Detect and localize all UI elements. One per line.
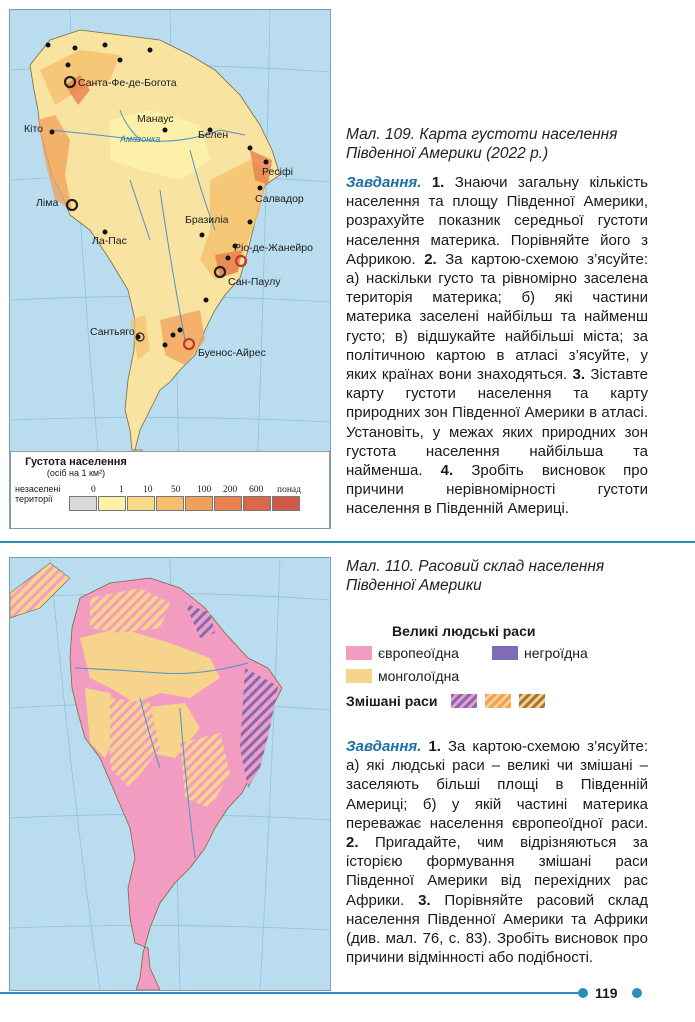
city-label: Бразиліа bbox=[185, 214, 229, 226]
city-label: Ліма bbox=[36, 197, 59, 209]
legend-mixed bbox=[346, 693, 553, 709]
task-number: 4. bbox=[440, 462, 454, 480]
density-swatch bbox=[127, 496, 155, 511]
tick-label: 0 bbox=[91, 485, 96, 495]
europeoid-swatch bbox=[346, 646, 372, 660]
tick-label: 200 bbox=[223, 485, 238, 495]
mongoloid-swatch bbox=[346, 669, 372, 683]
task-number: 2. bbox=[346, 834, 359, 852]
density-swatch bbox=[69, 496, 97, 511]
legend-europeoid bbox=[346, 645, 459, 661]
city-label: Санта-Фе-де-Богота bbox=[78, 77, 177, 89]
mixed-swatch-orange bbox=[485, 694, 511, 708]
racial-composition-map-svg bbox=[10, 558, 330, 990]
legend-mongoloid bbox=[346, 668, 459, 684]
tick-label: 100 bbox=[197, 485, 212, 495]
mixed-swatch-brown bbox=[519, 694, 545, 708]
density-legend-subtitle: (осіб на 1 км²) bbox=[46, 468, 106, 478]
city-label: Буенос-Айрес bbox=[198, 347, 266, 359]
city-label: Сан-Паулу bbox=[228, 276, 281, 288]
task-number: 1. bbox=[431, 174, 445, 191]
task-text: Зробіть висновок про причини нерівномірності густоти населення в Південній Америці. bbox=[346, 462, 648, 518]
page-number-ornament bbox=[575, 982, 665, 1002]
footer-rule bbox=[0, 992, 580, 994]
city-label: Ресіфі bbox=[262, 166, 293, 178]
city-label: Кіто bbox=[24, 123, 43, 135]
task-lead: Завдання. bbox=[346, 738, 422, 755]
task-lead: Завдання. bbox=[346, 174, 422, 191]
river-label: Амазонка bbox=[120, 134, 161, 144]
legend-label: європеоїдна bbox=[378, 645, 459, 661]
task-text: Знаючи загальну кількість населення та площу Південної Америки, розрахуйте показник середньої густоти населення материка. Порівняйте його з Африкою. bbox=[346, 174, 648, 268]
page-number: 119 bbox=[595, 985, 618, 1001]
task-text: Пригадайте, чим відрізняються за історією формування змішані раси Південної Америки від перехідних рас Африки. bbox=[346, 834, 649, 909]
race-legend-title: Великі людські раси bbox=[392, 623, 536, 639]
density-swatch bbox=[98, 496, 126, 511]
figure-109-caption: Мал. 109. Карта густоти населення Південної Америки (2022 р.) bbox=[346, 126, 618, 162]
unsettled-label: незаселені території bbox=[15, 484, 61, 504]
task-number: 2. bbox=[424, 250, 437, 268]
city-label: Белен bbox=[198, 129, 229, 141]
mixed-races-label: Змішані раси bbox=[346, 693, 438, 709]
density-swatch bbox=[185, 496, 213, 511]
task-text: За картою-схемою з’ясуйте: а) наскільки густо та рівномірно заселена територія материка; б) які частини материка заселені найбільш та найменш густо; в) відшукайте найбільші міста; за політичною картою в атласі з’ясуйте, у яких країнах вони знаходяться. bbox=[346, 250, 648, 384]
tick-label: 1 bbox=[119, 485, 124, 495]
density-legend-title: Густота населення bbox=[25, 456, 127, 468]
figure-109-task bbox=[346, 173, 648, 519]
density-swatch bbox=[156, 496, 184, 511]
city-label: Ла-Пас bbox=[92, 235, 127, 247]
tick-label: понад bbox=[277, 485, 301, 495]
figure-110-caption: Мал. 110. Расовий склад населення Південної Америки bbox=[346, 558, 605, 594]
tick-label: 600 bbox=[249, 485, 264, 495]
city-label: Салвадор bbox=[255, 193, 304, 205]
city-label: Ріо-де-Жанейро bbox=[234, 242, 313, 254]
city-label: Манаус bbox=[137, 113, 174, 125]
city-label: Сантьяго bbox=[90, 326, 135, 338]
mixed-swatch-violet bbox=[451, 694, 477, 708]
tick-label: 10 bbox=[143, 485, 153, 495]
task-number: 3. bbox=[572, 366, 586, 384]
legend-label: негроїдна bbox=[524, 645, 588, 661]
population-density-map bbox=[9, 9, 331, 529]
legend-label: монголоїдна bbox=[378, 668, 460, 684]
task-text: За картою-схемою з’ясуйте: а) які людські раси – великі чи змішані – заселяють більші площі в Південній Америці; б) у якій частині материка переважає населення європеоїдної раси. bbox=[346, 738, 648, 832]
tick-label: 50 bbox=[171, 485, 181, 495]
task-number: 3. bbox=[418, 891, 431, 909]
density-legend bbox=[10, 451, 330, 529]
task-text: Зіставте карту густоти населення та карту природних зон Південної Америки в атласі. Установіть, у межах яких природних зон густота населення найбільша та найменша. bbox=[346, 366, 649, 480]
density-swatch bbox=[243, 496, 271, 511]
figure-110-task bbox=[346, 737, 648, 967]
density-swatch bbox=[214, 496, 242, 511]
negroid-swatch bbox=[492, 646, 518, 660]
density-swatch bbox=[272, 496, 300, 511]
density-scale bbox=[69, 496, 301, 511]
legend-negroid bbox=[492, 645, 588, 661]
task-text: Порівняйте расовий склад населення Південної Америки та Африки (див. мал. 76, с. 83). Зробіть висновок про причини відмінності або подібності. bbox=[346, 891, 649, 967]
racial-composition-map bbox=[9, 557, 331, 991]
task-number: 1. bbox=[428, 738, 441, 755]
section-divider bbox=[0, 541, 695, 543]
